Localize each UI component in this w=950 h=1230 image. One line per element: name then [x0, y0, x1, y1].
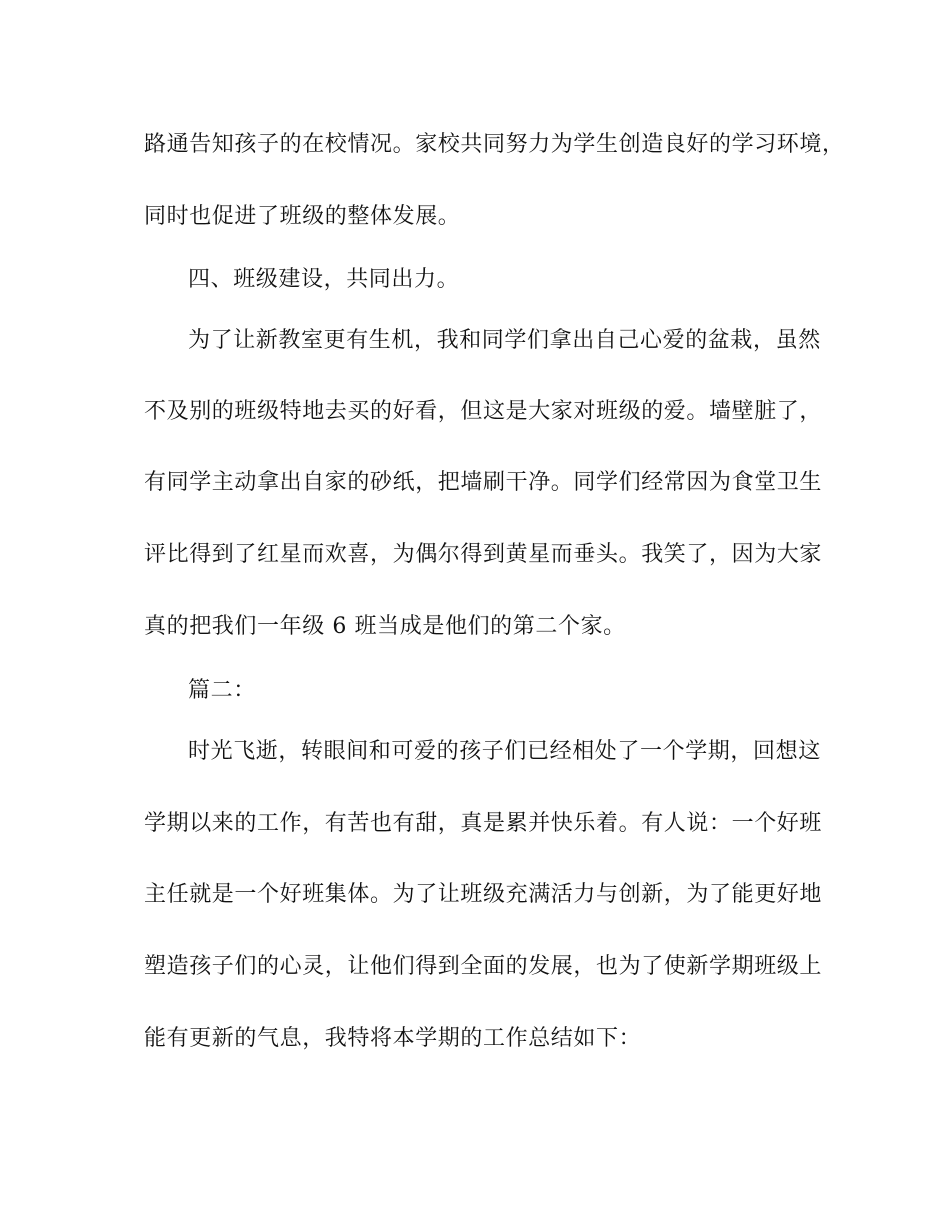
text-line: 评比得到了红星而欢喜，为偶尔得到黄星而垂头。我笑了，因为大家 [144, 542, 823, 567]
section-heading: 四、班级建设，共同出力。 [188, 267, 460, 292]
text-line: 能有更新的气息，我特将本学期的工作总结如下： [144, 1026, 642, 1051]
text-line: 塑造孩子们的心灵，让他们得到全面的发展，也为了使新学期班级上 [144, 954, 823, 979]
text-line: 主任就是一个好班集体。为了让班级充满活力与创新，为了能更好地 [144, 882, 823, 907]
text-line: 有同学主动拿出自家的砂纸，把墙刷干净。同学们经常因为食堂卫生 [144, 470, 823, 495]
article-heading: 篇二： [188, 678, 256, 703]
text-line: 路通告知孩子的在校情况。家校共同努力为学生创造良好的学习环境， [144, 132, 845, 157]
text-line: 不及别的班级特地去买的好看，但这是大家对班级的爱。墙壁脏了， [144, 399, 823, 424]
text-line: 真的把我们一年级 6 班当成是他们的第二个家。 [144, 614, 626, 639]
paragraph-first-line: 时光飞逝，转眼间和可爱的孩子们已经相处了一个学期，回想这 [188, 739, 821, 764]
paragraph-first-line: 为了让新教室更有生机，我和同学们拿出自己心爱的盆栽，虽然 [188, 328, 821, 353]
text-line: 同时也促进了班级的整体发展。 [144, 204, 461, 229]
text-line: 学期以来的工作，有苦也有甜，真是累并快乐着。有人说：一个好班 [144, 811, 823, 836]
